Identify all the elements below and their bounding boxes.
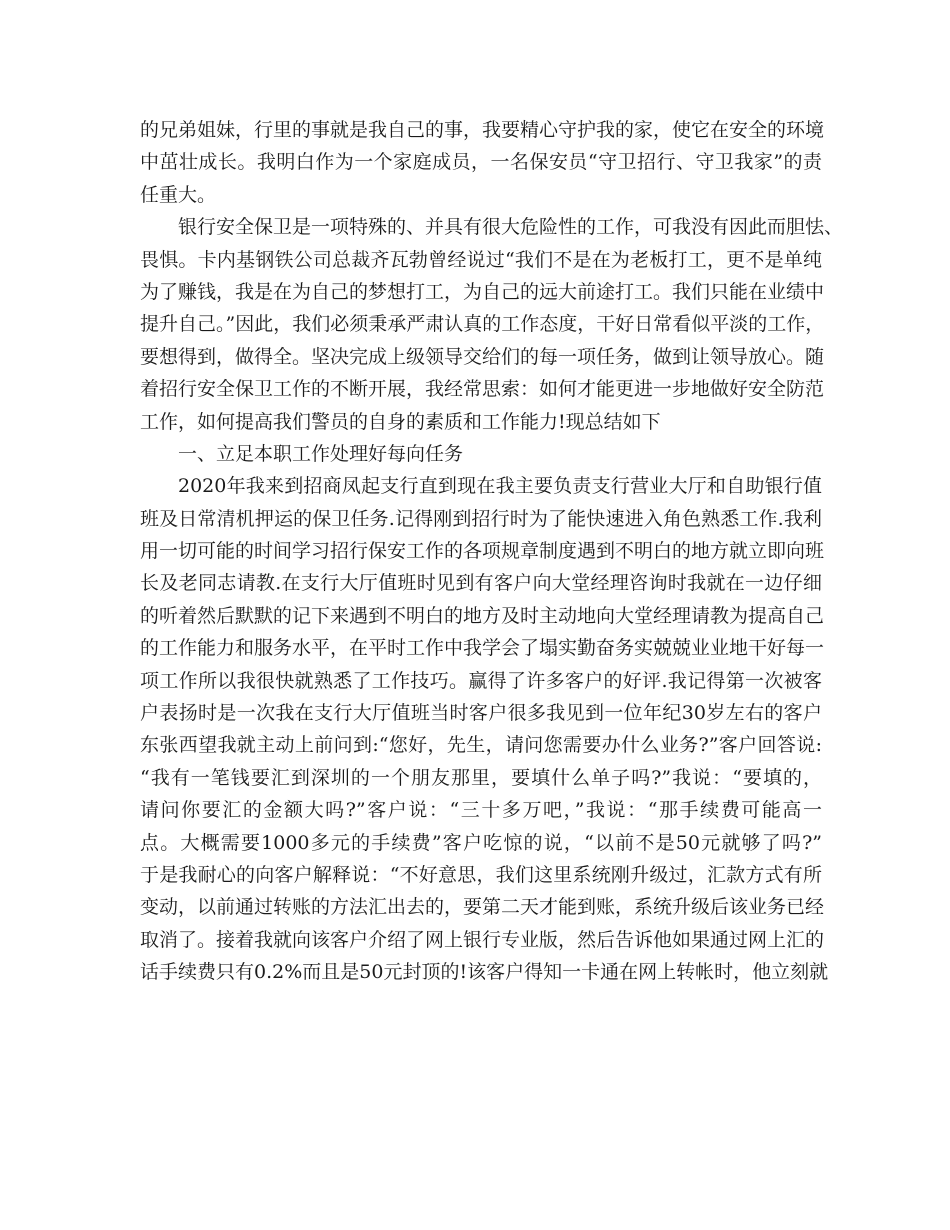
text-line: 用一切可能的时间学习招行保安工作的各项规章制度遇到不明白的地方就立即向班 — [140, 540, 825, 563]
text-line: 点。大概需要1000多元的手续费”客户吃惊的说，“以前不是50元就够了吗?” — [140, 831, 822, 854]
text-line: 项工作所以我很快就熟悉了工作技巧。赢得了许多客户的好评.我记得第一次被客 — [140, 669, 822, 692]
text-line: 东张西望我就主动上前问到:“您好，先生，请问您需要办什么业务?”客户回答说: — [140, 734, 822, 757]
text-line: 要想得到，做得全。坚决完成上级领导交给们的每一项任务，做到让领导放心。随 — [140, 345, 825, 368]
text-line: 户表扬时是一次我在支行大厅值班当时客户很多我见到一位年纪30岁左右的客户 — [140, 702, 822, 725]
text-line: 着招行安全保卫工作的不断开展，我经常思索：如何才能更进一步地做好安全防范 — [140, 378, 825, 401]
text-line: 畏惧。卡内基钢铁公司总裁齐瓦勃曾经说过“我们不是在为老板打工，更不是单纯 — [140, 248, 822, 271]
text-line: 任重大。 — [140, 183, 217, 206]
text-line: 于是我耐心的向客户解释说：“不好意思，我们这里系统刚升级过，汇款方式有所 — [140, 863, 822, 886]
text-line: “我有一笔钱要汇到深圳的一个朋友那里，要填什么单子吗?”我说：“要填的， — [140, 766, 822, 789]
text-line: 提升自己。”因此，我们必须秉承严肃认真的工作态度，干好日常看似平淡的工作， — [140, 313, 825, 336]
text-line: 工作，如何提高我们警员的自身的素质和工作能力!现总结如下 — [140, 410, 661, 433]
text-line: 2020年我来到招商凤起支行直到现在我主要负责支行营业大厅和自助银行值 — [178, 475, 822, 498]
text-line: 长及老同志请教.在支行大厅值班时见到有客户向大堂经理咨询时我就在一边仔细 — [140, 572, 822, 595]
text-line: 取消了。接着我就向该客户介绍了网上银行专业版，然后告诉他如果通过网上汇的 — [140, 928, 825, 951]
body-text — [140, 114, 844, 989]
text-line: 的工作能力和服务水平，在平时工作中我学会了塌实勤奋务实兢兢业业地干好每一 — [140, 637, 825, 660]
text-line: 银行安全保卫是一项特殊的、并具有很大危险性的工作，可我没有因此而胆怯、 — [178, 216, 844, 239]
text-line: 的兄弟姐妹，行里的事就是我自己的事，我要精心守护我的家，使它在安全的环境 — [140, 119, 825, 141]
text-line: 为了赚钱，我是在为自己的梦想打工，为自己的远大前途打工。我们只能在业绩中 — [140, 280, 825, 303]
text-line: 话手续费只有0.2%而且是50元封顶的!该客户得知一卡通在网上转帐时，他立刻就 — [140, 961, 829, 984]
text-line: 请问你要汇的金额大吗?”客户说：“三十多万吧，”我说：“那手续费可能高一 — [140, 799, 822, 822]
text-line: 中茁壮成长。我明白作为一个家庭成员，一名保安员“守卫招行、守卫我家”的责 — [140, 151, 822, 174]
text-line: 变动，以前通过转账的方法汇出去的，要第二天才能到账，系统升级后该业务已经 — [140, 896, 825, 919]
section-heading: 一、立足本职工作处理好每向任务 — [178, 442, 464, 465]
text-line: 班及日常清机押运的保卫任务.记得刚到招行时为了能快速进入角色熟悉工作.我利 — [140, 507, 822, 530]
text-line: 的听着然后默默的记下来遇到不明白的地方及时主动地向大堂经理请教为提高自己 — [140, 604, 825, 627]
